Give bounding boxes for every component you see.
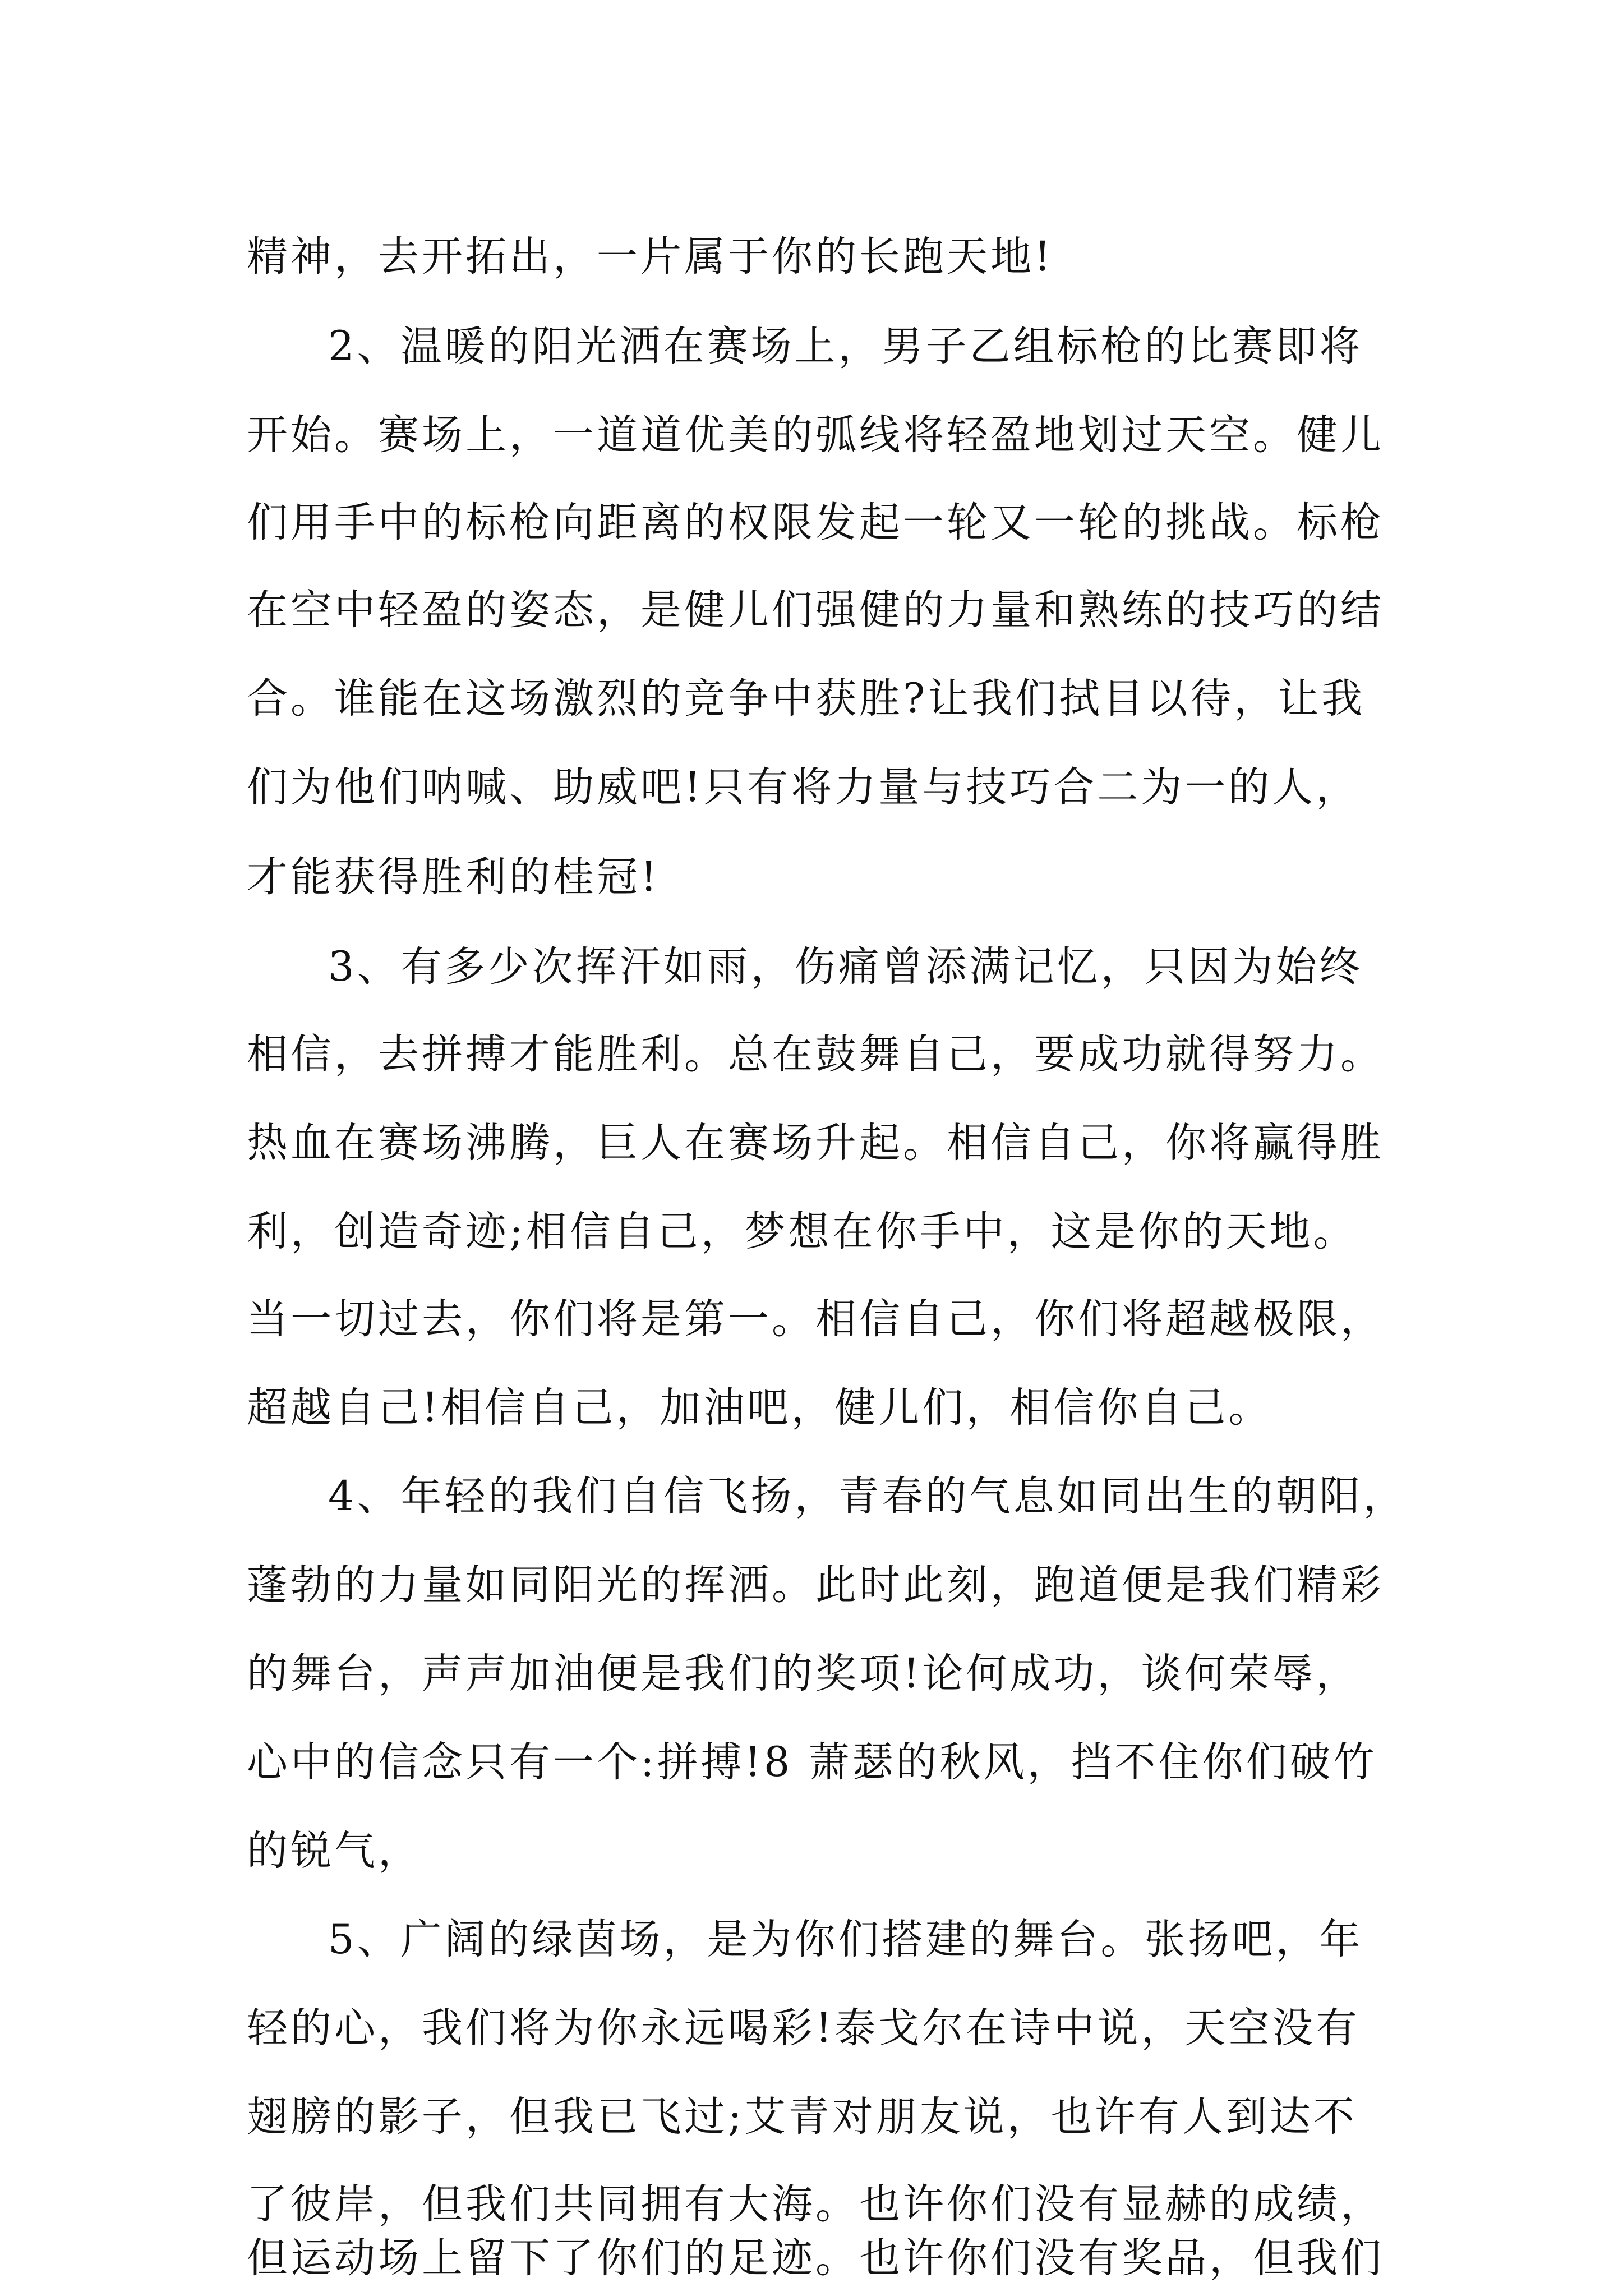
text-line: 相信，去拼搏才能胜利。总在鼓舞自己，要成功就得努力。 <box>247 1030 1384 1078</box>
text-line: 当一切过去，你们将是第一。相信自己，你们将超越极限， <box>247 1295 1384 1343</box>
paragraph-5-start: 5、广阔的绿茵场，是为你们搭建的舞台。张扬吧，年 <box>328 1916 1363 1963</box>
paragraph-3-start: 3、有多少次挥汗如雨，伤痛曾添满记忆，只因为始终 <box>328 943 1363 991</box>
text-line: 们为他们呐喊、助威吧!只有将力量与技巧合二为一的人， <box>247 763 1360 811</box>
text-line: 精神，去开拓出，一片属于你的长跑天地! <box>247 233 1054 280</box>
text-line: 才能获得胜利的桂冠! <box>247 853 660 901</box>
paragraph-2-start: 2、温暖的阳光洒在赛场上，男子乙组标枪的比赛即将 <box>328 323 1363 370</box>
text-line: 的锐气， <box>247 1827 422 1875</box>
text-line: 的舞台，声声加油便是我们的奖项!论何成功，谈何荣辱， <box>247 1650 1360 1697</box>
text-line: 合。谁能在这场激烈的竞争中获胜?让我们拭目以待，让我 <box>247 675 1366 723</box>
text-line: 超越自己!相信自己，加油吧，健儿们，相信你自己。 <box>247 1384 1272 1432</box>
text-line: 们用手中的标枪向距离的权限发起一轮又一轮的挑战。标枪 <box>247 499 1384 546</box>
text-line: 利，创造奇迹;相信自己，梦想在你手中，这是你的天地。 <box>247 1208 1357 1255</box>
text-line: 翅膀的影子，但我已飞过;艾青对朋友说，也许有人到达不 <box>247 2093 1357 2141</box>
text-line: 轻的心，我们将为你永远喝彩!泰戈尔在诗中说，天空没有 <box>247 2004 1360 2052</box>
text-line: 热血在赛场沸腾，巨人在赛场升起。相信自己，你将赢得胜 <box>247 1119 1384 1167</box>
text-line: 在空中轻盈的姿态，是健儿们强健的力量和熟练的技巧的结 <box>247 586 1384 634</box>
text-line: 蓬勃的力量如同阳光的挥洒。此时此刻，跑道便是我们精彩 <box>247 1561 1384 1609</box>
text-line: 但运动场上留下了你们的足迹。也许你们没有奖品，但我们 <box>247 2234 1384 2282</box>
text-line: 了彼岸，但我们共同拥有大海。也许你们没有显赫的成绩， <box>247 2180 1384 2228</box>
text-line: 心中的信念只有一个:拼搏!8 萧瑟的秋风，挡不住你们破竹 <box>247 1738 1377 1786</box>
text-line: 开始。赛场上，一道道优美的弧线将轻盈地划过天空。健儿 <box>247 411 1384 459</box>
paragraph-4-start: 4、年轻的我们自信飞扬，青春的气息如同出生的朝阳， <box>328 1473 1407 1520</box>
